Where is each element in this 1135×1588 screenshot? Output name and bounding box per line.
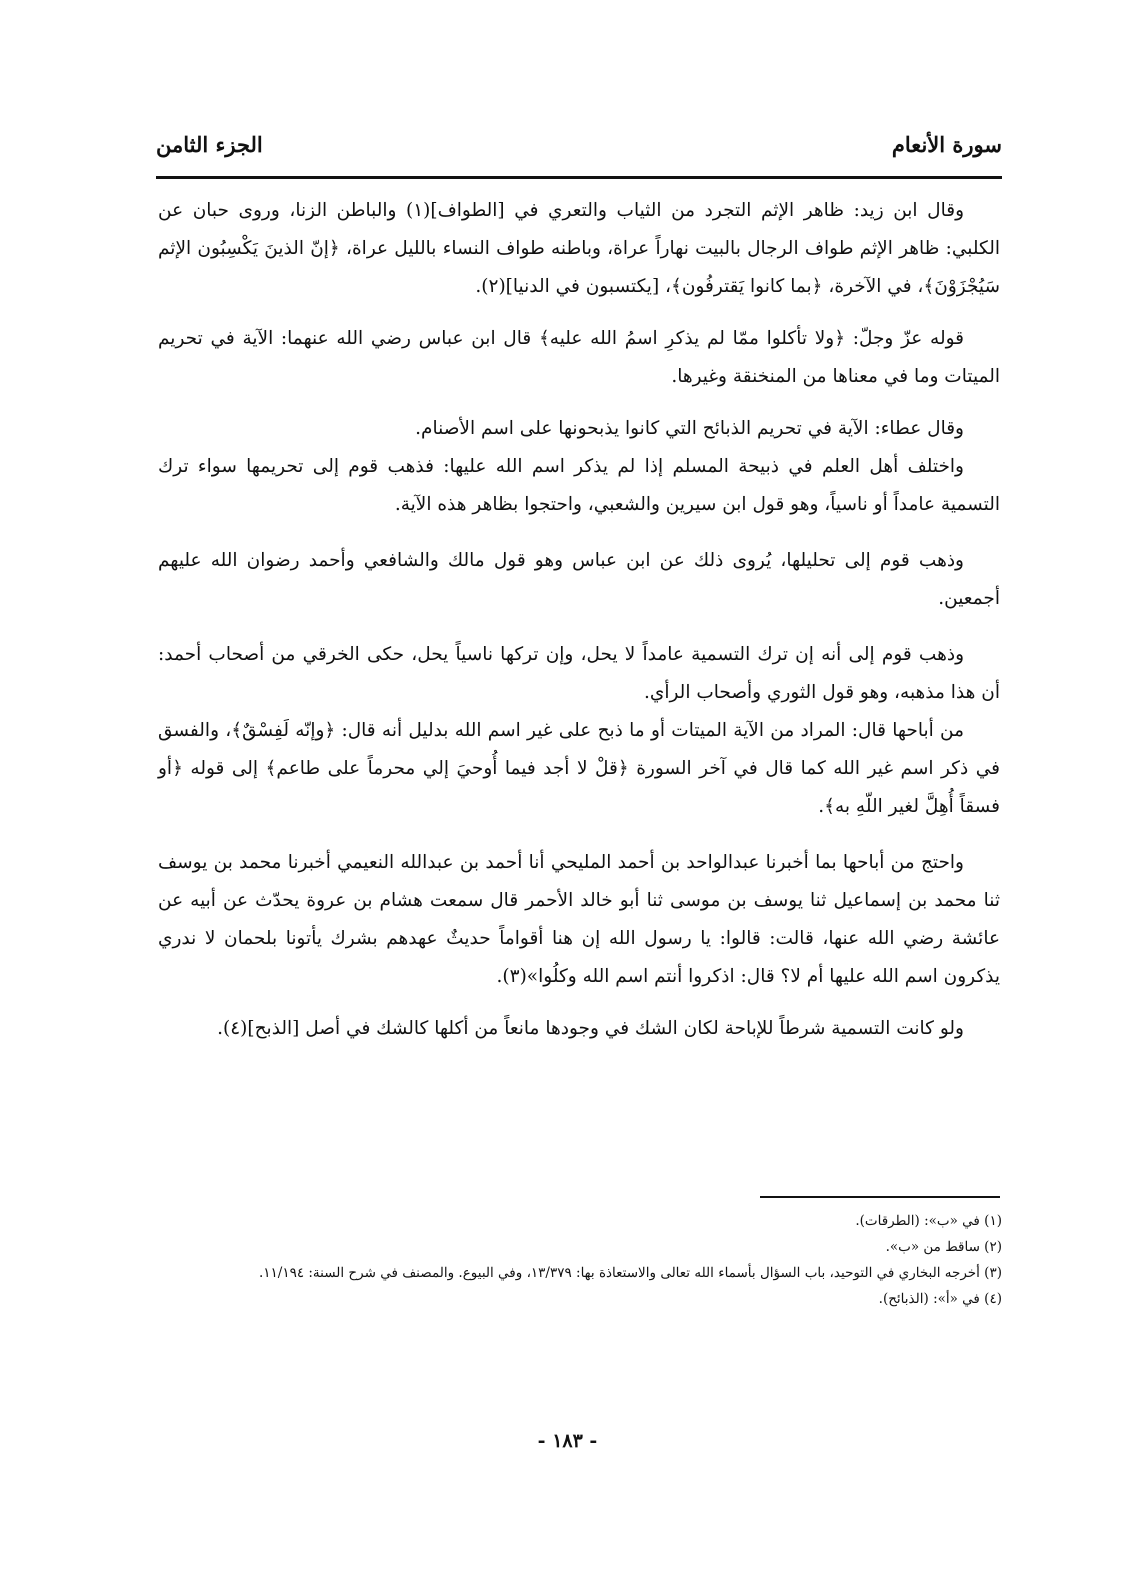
paragraph-hadith: واحتج من أباحها بما أخبرنا عبدالواحد بن أحمد المليحي أنا أحمد بن عبدالله النعيمي أخبرنا محمد بن يوسف ثنا محمد بن إسماعيل ثنا يوسف بن موسى ثنا أبو خالد الأحمر قال سمعت هشام بن عروة يحدّث عن أبيه عن عائشة رضي الله عنها، قالت: قالوا: يا رسول الله إن هنا أقواماً حديثٌ عهدهم بشرك يأتونا بلحمان لا ندري يذكرون اسم الله عليها أم لا؟ قال: اذكروا أنتم اسم الله وكلُوا»(٣). xyxy=(158,852,1000,987)
footnotes xyxy=(156,1208,1002,1312)
footnote-divider xyxy=(760,1196,1000,1198)
header-divider xyxy=(156,176,1002,179)
paragraph-intentional-omission: وذهب قوم إلى أنه إن ترك التسمية عامداً لا يحل، وإن تركها ناسياً يحل، حكى الخرقي من أصحاب أحمد: أن هذا مذهبه، وهو قول الثوري وأصحاب الرأي. xyxy=(158,644,1000,703)
footnote-3: (٣) أخرجه البخاري في التوحيد، باب السؤال بأسماء الله تعالى والاستعاذة بها: ١٣/٣٧٩، وفي البيوع. والمصنف في شرح السنة: ١١/١٩٤. xyxy=(258,1265,1002,1281)
footnote-1: (١) في «ب»: (الطرقات). xyxy=(855,1213,1002,1229)
page-number: - ١٨٣ - xyxy=(537,1430,598,1452)
footnote-4: (٤) في «أ»: (الذبائح). xyxy=(878,1291,1002,1307)
paragraph-ata: وقال عطاء: الآية في تحريم الذبائح التي كانوا يذبحونها على اسم الأصنام. xyxy=(415,418,964,439)
footnote-2: (٢) ساقط من «ب». xyxy=(885,1239,1002,1255)
paragraph-ibn-zayd: وقال ابن زيد: ظاهر الإثم التجرد من الثياب والتعري في [الطواف](١) والباطن الزنا، وروى حبان عن الكلبي: ظاهر الإثم طواف الرجال بالبيت نهاراً عراة، وباطنه طواف النساء بالليل عراة، ﴿إنّ الذينَ يَكْسِبُون الإثم سَيُجْزَوْنَ﴾، في الآخرة، ﴿بما كانوا يَقترفُون﴾، [يكتسبون في الدنيا](٢). xyxy=(158,200,1000,297)
running-header xyxy=(156,132,1002,168)
paragraph-argument: من أباحها قال: المراد من الآية الميتات أو ما ذبح على غير اسم الله بدليل أنه قال: ﴿وإنّه لَفِسْقٌ﴾، والفسق في ذكر اسم غير الله كما قال في آخر السورة ﴿قلْ لا أجد فيما أُوحيَ إلي محرماً على طاعم﴾ إلى قوله ﴿أو فسقاً أُهِلَّ لغير اللّهِ به﴾. xyxy=(158,720,1000,817)
paragraph-verse-commentary: قوله عزّ وجلّ: ﴿ولا تأكلوا ممّا لم يذكرِ اسمُ الله عليه﴾ قال ابن عباس رضي الله عنهما: الآية في تحريم الميتات وما في معناها من المنخنقة وغيرها. xyxy=(158,328,1000,387)
surah-title: سورة الأنعام xyxy=(891,132,1002,157)
main-text xyxy=(158,192,1000,1048)
part-title: الجزء الثامن xyxy=(156,132,263,157)
paragraph-conclusion: ولو كانت التسمية شرطاً للإباحة لكان الشك في وجودها مانعاً من أكلها كالشك في أصل [الذبح](٤). xyxy=(217,1018,964,1039)
paragraph-permissibility: وذهب قوم إلى تحليلها، يُروى ذلك عن ابن عباس وهو قول مالك والشافعي وأحمد رضوان الله عليهم أجمعين. xyxy=(158,550,1000,609)
paragraph-scholars-differ: واختلف أهل العلم في ذبيحة المسلم إذا لم يذكر اسم الله عليها: فذهب قوم إلى تحريمها سواء ترك التسمية عامداً أو ناسياً، وهو قول ابن سيرين والشعبي، واحتجوا بظاهر هذه الآية. xyxy=(158,456,1000,515)
